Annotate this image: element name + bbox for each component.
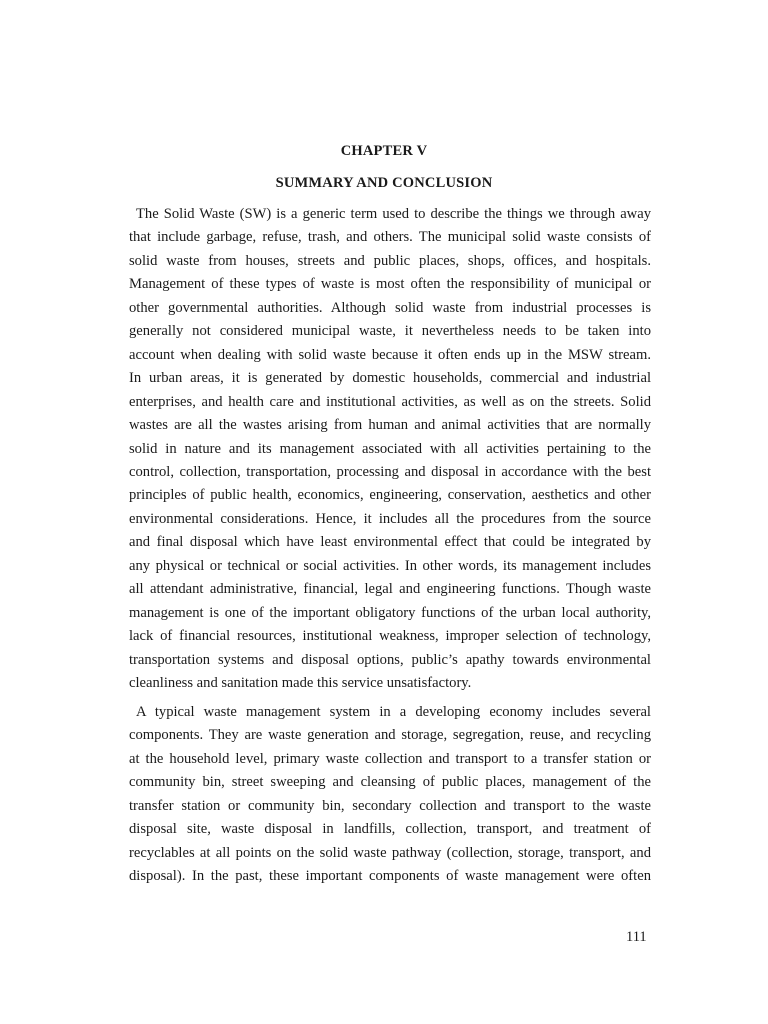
text-line: at the household level, primary waste collection and transport to a transfer station or: [129, 750, 651, 767]
text-line: community bin, street sweeping and cleansing of public places, management of the: [129, 774, 651, 791]
text-line: management is one of the important obligatory functions of the urban local authority,: [129, 604, 651, 621]
text-line: The Solid Waste (SW) is a generic term used to describe the things we through away: [136, 206, 651, 222]
page-number: 111: [626, 929, 647, 945]
text-line: transportation systems and disposal options, public’s apathy towards environmental: [129, 651, 651, 668]
text-line: recyclables at all points on the solid waste pathway (collection, storage, transport, and: [129, 844, 651, 861]
text-line: any physical or technical or social activities. In other words, its management includes: [129, 557, 651, 574]
text-line: solid waste from houses, streets and public places, shops, offices, and hospitals.: [129, 252, 651, 269]
chapter-heading: CHAPTER V: [340, 143, 428, 159]
text-line: environmental considerations. Hence, it includes all the procedures from the source: [129, 510, 651, 527]
text-line: lack of financial resources, institutional weakness, improper selection of technology,: [129, 628, 651, 645]
text-line: components. They are waste generation and storage, segregation, reuse, and recycling: [129, 727, 651, 744]
text-line: all attendant administrative, financial, legal and engineering functions. Though waste: [129, 581, 651, 598]
text-line: Management of these types of waste is most often the responsibility of municipal or: [129, 276, 651, 293]
text-line: control, collection, transportation, processing and disposal in accordance with the best: [129, 463, 651, 480]
text-line: transfer station or community bin, secondary collection and transport to the waste: [129, 797, 651, 814]
text-line: disposal site, waste disposal in landfills, collection, transport, and treatment of: [129, 821, 651, 838]
text-line: generally not considered municipal waste, it nevertheless needs to be taken into: [129, 323, 651, 340]
text-line: cleanliness and sanitation made this service unsatisfactory.: [129, 675, 472, 692]
section-title: SUMMARY AND CONCLUSION: [275, 175, 493, 191]
text-line: disposal). In the past, these important components of waste management were often: [129, 868, 651, 885]
text-line: wastes are all the wastes arising from human and animal activities that are normally: [129, 417, 651, 434]
text-line: solid in nature and its management associated with all activities pertaining to the: [129, 440, 651, 457]
paragraph-1: [129, 203, 651, 696]
text-line: other governmental authorities. Although solid waste from industrial processes is: [129, 299, 651, 316]
text-line: that include garbage, refuse, trash, and others. The municipal solid waste consists of: [129, 229, 651, 246]
text-line: A typical waste management system in a developing economy includes several: [136, 704, 651, 720]
text-line: principles of public health, economics, engineering, conservation, aesthetics and other: [129, 487, 651, 504]
text-line: account when dealing with solid waste because it often ends up in the MSW stream.: [129, 346, 651, 363]
text-line: and final disposal which have least environmental effect that could be integrated by: [129, 534, 651, 551]
text-line: In urban areas, it is generated by domestic households, commercial and industrial: [129, 370, 651, 387]
paragraph-2: [129, 701, 651, 889]
text-line: enterprises, and health care and institutional activities, as well as on the streets. Solid: [129, 393, 651, 410]
